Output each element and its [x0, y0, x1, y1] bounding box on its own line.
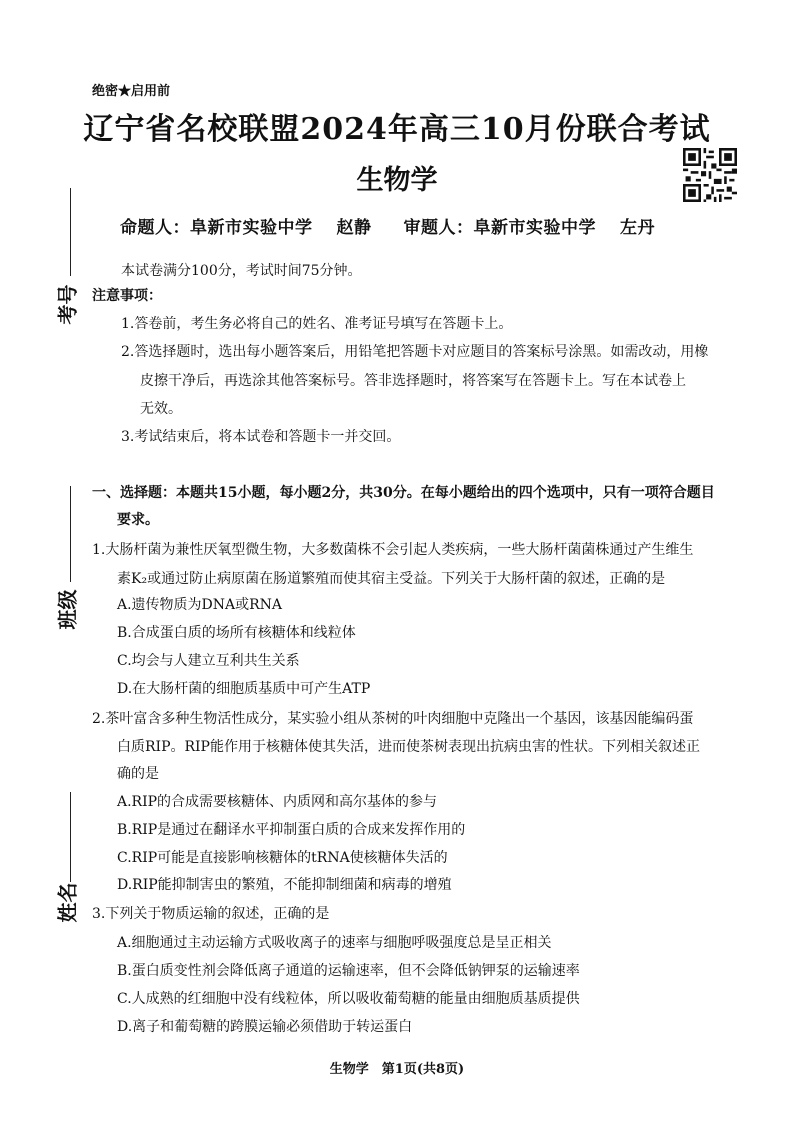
- question-2-option-a: A.RIP的合成需要核糖体、内质网和高尔基体的参与: [117, 794, 438, 810]
- question-1-option-b: B.合成蛋白质的场所有核糖体和线粒体: [117, 625, 356, 641]
- notice-item-1: 1.答卷前，考生务必将自己的姓名、准考证号填写在答题卡上。: [121, 316, 513, 332]
- exam-no-line: [70, 188, 71, 276]
- question-1-option-a: A.遗传物质为DNA或RNA: [117, 597, 283, 613]
- name-line: [70, 792, 71, 882]
- question-2-option-c: C.RIP可能是直接影响核糖体的tRNA使核糖体失活的: [117, 850, 448, 866]
- author-a: 命题人：阜新市实验中学: [120, 218, 313, 238]
- exam-no-label: 考号: [55, 284, 80, 325]
- question-2-option-b: B.RIP是通过在翻译水平抑制蛋白质的合成来发挥作用的: [117, 822, 466, 838]
- question-3-option-d: D.离子和葡萄糖的跨膜运输必须借助于转运蛋白: [117, 1019, 413, 1035]
- subject-title: 生物学: [356, 165, 438, 196]
- question-1-option-d: D.在大肠杆菌的细胞质基质中可产生ATP: [117, 681, 371, 697]
- exam-intro: 本试卷满分100分，考试时间75分钟。: [121, 263, 362, 279]
- class-line: [70, 486, 71, 582]
- author-a-name: 赵静: [336, 218, 372, 238]
- question-2-stem: 2.茶叶富含多种生物活性成分，某实验小组从茶树的叶肉细胞中克隆出一个基因，该基因能编码蛋: [92, 711, 694, 727]
- qr-code-icon: [683, 148, 737, 202]
- notice-item-2-cont: 皮擦干净后，再选涂其他答案标号。答非选择题时，将答案写在答题卡上。写在本试卷上: [140, 373, 686, 389]
- confidential-mark: 绝密★启用前: [92, 84, 171, 99]
- author-b: 审题人：阜新市实验中学: [403, 218, 596, 238]
- exam-title: 辽宁省名校联盟2024年高三10月份联合考试: [83, 112, 711, 147]
- question-1-stem: 1.大肠杆菌为兼性厌氧型微生物，大多数菌株不会引起人类疾病，一些大肠杆菌菌株通过产生维生: [92, 542, 694, 558]
- name-label: 姓名: [55, 882, 80, 923]
- question-1-option-c: C.均会与人建立互利共生关系: [117, 653, 300, 669]
- author-b-name: 左丹: [620, 218, 655, 238]
- page-footer: 生物学 第1页(共8页): [329, 1062, 465, 1077]
- question-3-option-a: A.细胞通过主动运输方式吸收离子的速率与细胞呼吸强度总是呈正相关: [117, 935, 552, 951]
- question-3-option-b: B.蛋白质变性剂会降低离子通道的运输速率，但不会降低钠钾泵的运输速率: [117, 963, 580, 979]
- question-2-option-d: D.RIP能抑制害虫的繁殖，不能抑制细菌和病毒的增殖: [117, 877, 452, 893]
- class-label: 班级: [55, 589, 80, 630]
- notice-item-2: 2.答选择题时，选出每小题答案后，用铅笔把答题卡对应题目的答案标号涂黑。如需改动，用橡: [121, 344, 709, 360]
- notice-item-3: 3.考试结束后，将本试卷和答题卡一并交回。: [121, 429, 401, 445]
- section-1-heading-cont: 要求。: [117, 512, 159, 528]
- question-1-stem-cont: 素K₂或通过防止病原菌在肠道繁殖而使其宿主受益。下列关于大肠杆菌的叙述，正确的是: [117, 571, 666, 587]
- question-3-option-c: C.人成熟的红细胞中没有线粒体，所以吸收葡萄糖的能量由细胞质基质提供: [117, 991, 580, 1007]
- section-1-heading: 一、选择题：本题共15小题，每小题2分，共30分。在每小题给出的四个选项中，只有一项符合题目: [92, 485, 715, 501]
- question-2-stem-cont-1: 白质RIP。RIP能作用于核糖体使其失活，进而使茶树表现出抗病虫害的性状。下列相关叙述正: [117, 739, 700, 755]
- author-line: [120, 213, 655, 238]
- notice-item-2-end: 无效。: [140, 401, 182, 417]
- question-3-stem: 3.下列关于物质运输的叙述，正确的是: [92, 906, 330, 922]
- notice-title: 注意事项：: [92, 288, 162, 304]
- question-2-stem-cont-2: 确的是: [117, 766, 159, 782]
